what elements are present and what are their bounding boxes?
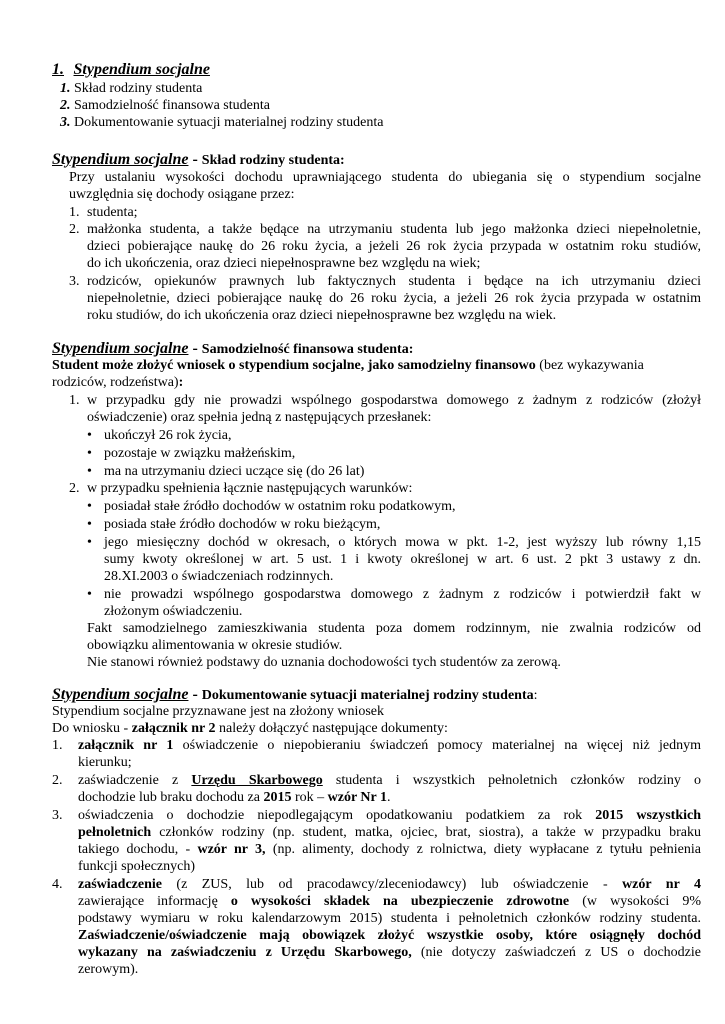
- bullet-icon: •: [87, 587, 92, 602]
- s2-bullet-item: pozostaje w związku małżeńskim,: [104, 446, 296, 461]
- s2-bullet-item: ukończył 26 rok życia,: [104, 428, 232, 443]
- s2-item: w przypadku spełnienia łącznie następujących warunków:: [87, 481, 413, 496]
- s3-item: zawierające informację o wysokości składek na ubezpieczenie zdrowotne (w wysokości 9%: [78, 894, 702, 909]
- s2-bullet-item: nie prowadzi wspólnego gospodarstwa domowego z żadnym z rodziców i potwierdził fakt w: [104, 587, 701, 602]
- bullet-icon: •: [87, 464, 92, 479]
- s3-item: oświadczenia o dochodzie niepodlegającym opodatkowaniu podatkiem za rok 2015 wszystkich: [78, 808, 701, 823]
- s3-item: załącznik nr 1 oświadczenie o niepobieraniu świadczeń pomocy materialnej na więcej niż jednym: [78, 738, 701, 753]
- s3-item: funkcji społecznych): [78, 859, 196, 874]
- s2-item-number: 2.: [69, 481, 80, 496]
- s1-item: niepełnoletnie, dzieci pobierające naukę do 26 roku życia, a jeżeli 26 rok życia przypada w ostatnim: [87, 291, 701, 306]
- s2-item: w przypadku gdy nie prowadzi wspólnego gospodarstwa domowego z żadnym z rodziców (złożył: [87, 393, 701, 408]
- s2-bullet-item: sumy kwoty określonej w art. 5 ust. 1 i kwoty określonej w art. 6 ust. 2 pkt 3 ustawy z dn.: [104, 552, 701, 567]
- s2-note: obowiązku alimentowania w okresie studiów.: [87, 638, 343, 653]
- s2-bullet-item: 28.XI.2003 o świadczeniach rodzinnych.: [104, 569, 334, 584]
- s1-item: dzieci pobierające naukę do 26 roku życia, a jeżeli 26 rok życia przypada w ostatnim roku studiów,: [87, 239, 701, 254]
- s2-intro-line: Student może złożyć wniosek o stypendium socjalne, jako samodzielny finansowo (bez wykazywania: [52, 358, 644, 373]
- s2-note: Fakt samodzielnego zamieszkiwania studenta poza domem rodzinnym, nie zwalnia rodziców od: [87, 621, 701, 636]
- s2-note: Nie stanowi również podstawy do uznania dochodowości tych studentów za zerową.: [87, 655, 561, 670]
- bullet-icon: •: [87, 499, 92, 514]
- s2-bullet-item: jego miesięczny dochód w okresach, o których mowa w pkt. 1-2, jest wyższy lub równy 1,15: [104, 535, 701, 550]
- s3-item-number: 1.: [52, 738, 63, 753]
- s3-item-number: 3.: [52, 808, 63, 823]
- toc-title: Stypendium socjalne: [73, 61, 210, 78]
- toc-number: 1.: [52, 61, 64, 78]
- section3-heading: Stypendium socjalne - Dokumentowanie sytuacji materialnej rodziny studenta:: [52, 686, 538, 703]
- s1-item-number: 1.: [69, 205, 80, 220]
- s2-item-number: 1.: [69, 393, 80, 408]
- bullet-icon: •: [87, 428, 92, 443]
- s2-bullet-item: posiada stałe źródło dochodów w roku bieżącym,: [104, 517, 381, 532]
- s2-bullet-item: złożonym oświadczeniu.: [104, 604, 243, 619]
- s1-intro-line: Przy ustalaniu wysokości dochodu uprawniającego studenta do ubiegania się o stypendium socjalne: [69, 170, 701, 185]
- bullet-icon: •: [87, 517, 92, 532]
- s3-item: zaświadczenie z Urzędu Skarbowego studenta i wszystkich pełnoletnich członków rodziny o: [78, 773, 701, 788]
- s3-item: pełnoletnich członków rodziny (np. student, matka, ojciec, brat, siostra), a także w przypadku braku: [78, 825, 701, 840]
- s3-item: Zaświadczenie/oświadczenie mają obowiązek złożyć wszystkie osoby, które osiągnęły dochód: [78, 928, 701, 943]
- s2-intro-line: rodziców, rodzeństwa):: [52, 375, 184, 390]
- s3-item: wykazany na zaświadczeniu z Urzędu Skarbowego, (nie dotyczy zaświadczeń z US o dochodzie: [78, 945, 701, 960]
- s1-item: rodziców, opiekunów prawnych lub faktycznych studenta i będące na ich utrzymaniu dzieci: [87, 274, 701, 289]
- s1-item: studenta;: [87, 205, 138, 220]
- s2-item: oświadczenie) oraz spełnia jedną z następujących przesłanek:: [87, 410, 432, 425]
- s1-item: roku studiów, do ich ukończenia oraz dzieci niepełnosprawne bez względu na wiek.: [87, 308, 557, 323]
- toc-item: 1. Skład rodziny studenta: [60, 81, 203, 96]
- s3-item-number: 2.: [52, 773, 63, 788]
- s1-item-number: 3.: [69, 274, 80, 289]
- s1-item: małżonka studenta, a także będące na utrzymaniu studenta lub jego małżonka dzieci niepełnoletnie,: [87, 222, 701, 237]
- s1-intro-line: uwzględnia się dochody osiągane przez:: [69, 187, 295, 202]
- section2-heading: Stypendium socjalne - Samodzielność finansowa studenta:: [52, 340, 414, 357]
- s3-item: dochodzie lub braku dochodu za 2015 rok – wzór Nr 1.: [78, 790, 391, 805]
- s3-item: zaświadczenie (z ZUS, lub od pracodawcy/zleceniodawcy) lub oświadczenie - wzór nr 4: [78, 877, 701, 892]
- s2-bullet-item: posiadał stałe źródło dochodów w ostatnim roku podatkowym,: [104, 499, 456, 514]
- toc-item: 3. Dokumentowanie sytuacji materialnej rodziny studenta: [60, 115, 384, 130]
- section1-heading: Stypendium socjalne - Skład rodziny studenta:: [52, 151, 345, 168]
- s3-item: kierunku;: [78, 755, 132, 770]
- s1-item: do ich ukończenia, oraz dzieci niepełnosprawne bez względu na wiek;: [87, 256, 481, 271]
- s3-line: Stypendium socjalne przyznawane jest na złożony wniosek: [52, 704, 385, 719]
- s2-bullet-item: ma na utrzymaniu dzieci uczące się (do 26 lat): [104, 464, 365, 479]
- s3-line: Do wniosku - załącznik nr 2 należy dołączyć następujące dokumenty:: [52, 721, 448, 736]
- s3-item: zerowym).: [78, 962, 139, 977]
- s3-item-number: 4.: [52, 877, 63, 892]
- s1-item-number: 2.: [69, 222, 80, 237]
- toc-item: 2. Samodzielność finansowa studenta: [60, 98, 270, 113]
- s3-item: takiego dochodu, - wzór nr 3, (np. alimenty, dochody z rolnictwa, diety wypłacane z tytułu pełnienia: [78, 842, 701, 857]
- toc-heading: [52, 62, 210, 79]
- bullet-icon: •: [87, 535, 92, 550]
- s3-item: podstawy wymiaru w roku kalendarzowym 2015) studenta i pełnoletnich członków rodziny studenta.: [78, 911, 701, 926]
- bullet-icon: •: [87, 446, 92, 461]
